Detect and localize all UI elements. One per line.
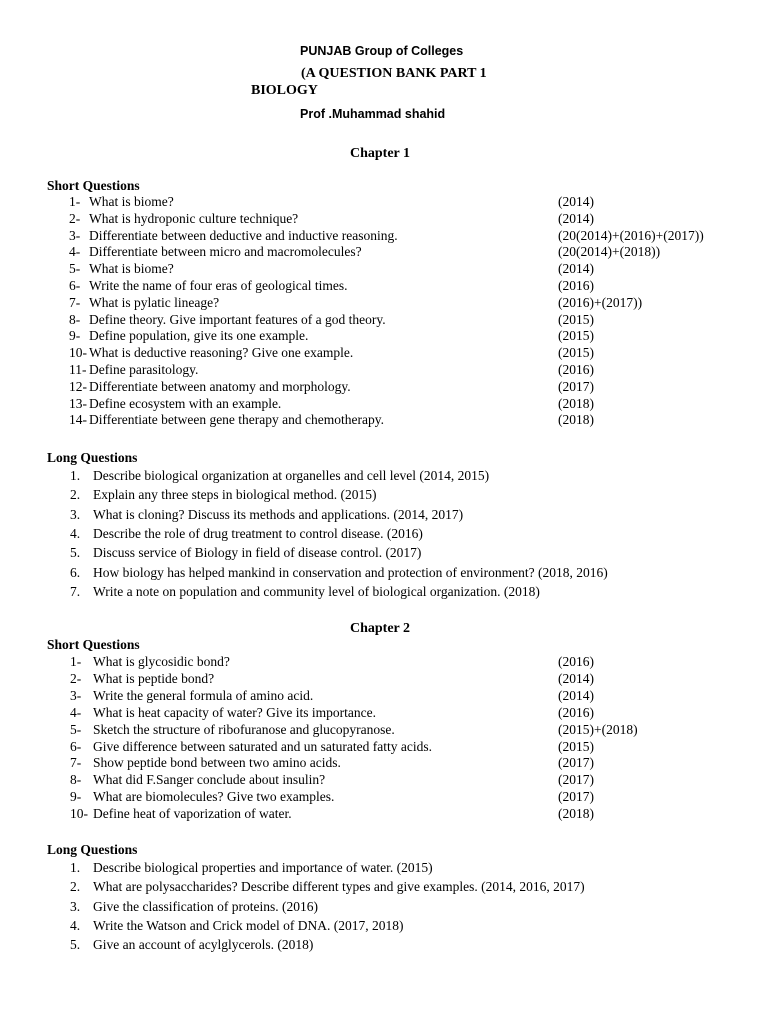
- question-number: 9-: [69, 328, 81, 344]
- question-year: (2014): [558, 210, 594, 226]
- question-number: 4-: [70, 704, 82, 720]
- question-number: 3-: [70, 687, 82, 703]
- chapter-2-long-heading: Long Questions: [47, 842, 138, 857]
- question-year: (2017): [558, 772, 594, 788]
- question-year: (2015): [558, 311, 594, 327]
- question-number: 12-: [69, 378, 87, 394]
- question-number: 5-: [70, 721, 82, 737]
- chapter-1-long-heading: Long Questions: [47, 450, 138, 465]
- short-question-row: [0, 362, 768, 379]
- long-question-row: [0, 899, 768, 916]
- question-text: What is biome?: [89, 261, 174, 277]
- question-number: 1-: [69, 194, 81, 209]
- question-text: What are biomolecules? Give two examples.: [93, 789, 335, 805]
- question-number: 3.: [70, 898, 81, 914]
- question-year: (2015): [558, 738, 594, 754]
- question-year: (20(2014)+(2018)): [558, 244, 661, 260]
- short-question-row: [0, 755, 768, 772]
- chapter-1-title: Chapter 1: [350, 146, 411, 161]
- question-number: 7-: [70, 755, 82, 771]
- question-number: 13-: [69, 395, 87, 411]
- question-number: 10-: [70, 806, 88, 822]
- question-text: Describe biological properties and importance of water. (2015): [93, 860, 433, 875]
- question-text: Sketch the structure of ribofuranose and glucopyranose.: [93, 721, 395, 737]
- question-text: Write the name of four eras of geological times.: [89, 278, 348, 293]
- question-number: 4.: [70, 525, 81, 541]
- question-text: What is peptide bond?: [93, 670, 215, 686]
- question-text: What is pylatic lineage?: [89, 294, 220, 310]
- short-question-row: [0, 379, 768, 396]
- author-name: Prof .Muhammad shahid: [300, 107, 446, 121]
- question-year: (2015)+(2018): [558, 721, 638, 737]
- short-question-row: [0, 722, 768, 739]
- question-text: Explain any three steps in biological method. (2015): [93, 487, 377, 503]
- short-question-row: [0, 244, 768, 261]
- chapter-2-short-heading: Short Questions: [47, 637, 140, 652]
- question-text: What is heat capacity of water? Give its importance.: [93, 704, 377, 720]
- question-text: Write a note on population and community level of biological organization. (2018): [93, 583, 540, 599]
- question-text: Give the classification of proteins. (2016): [93, 898, 318, 914]
- short-question-row: [0, 312, 768, 329]
- question-year: (2016): [558, 654, 594, 669]
- question-year: (2015): [558, 345, 594, 361]
- question-number: 4-: [69, 244, 81, 260]
- question-number: 8-: [69, 311, 81, 327]
- question-text: Define population, give its one example.: [89, 328, 309, 344]
- question-number: 7.: [70, 583, 81, 599]
- short-question-row: [0, 806, 768, 823]
- question-number: 9-: [70, 789, 82, 805]
- long-question-row: [0, 487, 768, 504]
- question-text: Give difference between saturated and un saturated fatty acids.: [93, 738, 432, 754]
- short-question-row: [0, 211, 768, 228]
- question-number: 10-: [69, 345, 87, 361]
- question-text: Differentiate between gene therapy and chemotherapy.: [89, 412, 384, 428]
- question-text: Define parasitology.: [89, 362, 199, 377]
- question-number: 6.: [70, 564, 81, 580]
- short-question-row: [0, 396, 768, 413]
- question-text: Discuss service of Biology in field of disease control. (2017): [93, 545, 422, 561]
- question-year: (2017): [558, 789, 594, 805]
- short-question-row: [0, 789, 768, 806]
- long-question-row: [0, 468, 768, 485]
- question-year: (2017): [558, 755, 594, 771]
- short-question-row: [0, 772, 768, 789]
- question-year: (2016): [558, 704, 594, 720]
- question-number: 2.: [70, 879, 81, 895]
- question-text: What is glycosidic bond?: [93, 654, 230, 669]
- short-question-row: [0, 228, 768, 245]
- question-text: Differentiate between deductive and inductive reasoning.: [89, 227, 398, 243]
- question-number: 5.: [70, 545, 81, 561]
- long-question-row: [0, 565, 768, 582]
- long-question-row: [0, 545, 768, 562]
- question-year: (2018): [558, 395, 594, 411]
- question-number: 2.: [70, 487, 81, 503]
- question-text: Differentiate between anatomy and morphology.: [89, 378, 351, 394]
- question-number: 5-: [69, 261, 81, 277]
- question-year: (2014): [558, 261, 594, 277]
- question-number: 11-: [69, 362, 87, 377]
- question-text: Define heat of vaporization of water.: [93, 806, 292, 822]
- question-number: 1.: [70, 468, 81, 483]
- question-text: Define theory. Give important features of a god theory.: [89, 311, 386, 327]
- question-number: 2-: [69, 210, 81, 226]
- college-name: PUNJAB Group of Colleges: [300, 44, 464, 58]
- question-number: 6-: [69, 278, 81, 293]
- question-number: 1.: [70, 860, 81, 875]
- question-number: 7-: [69, 294, 81, 310]
- question-text: What is cloning? Discuss its methods and applications. (2014, 2017): [93, 506, 464, 522]
- question-year: (2015): [558, 328, 594, 344]
- question-text: What is hydroponic culture technique?: [89, 210, 299, 226]
- question-number: 5.: [70, 937, 81, 953]
- question-number: 8-: [70, 772, 82, 788]
- chapter-1-short-heading: Short Questions: [47, 178, 140, 193]
- long-question-row: [0, 879, 768, 896]
- question-year: (2018): [558, 806, 594, 822]
- question-year: (2014): [558, 194, 594, 209]
- short-question-row: [0, 654, 768, 671]
- question-year: (2018): [558, 412, 594, 428]
- question-text: What is biome?: [89, 194, 174, 209]
- question-year: (2017): [558, 378, 594, 394]
- question-text: How biology has helped mankind in conservation and protection of environment? (2018, 2016): [93, 564, 608, 580]
- question-text: What did F.Sanger conclude about insulin?: [93, 772, 326, 788]
- short-question-row: [0, 739, 768, 756]
- question-text: Write the general formula of amino acid.: [93, 687, 314, 703]
- question-text: Describe the role of drug treatment to control disease. (2016): [93, 525, 423, 541]
- question-text: Describe biological organization at organelles and cell level (2014, 2015): [93, 468, 490, 483]
- short-question-row: [0, 278, 768, 295]
- long-question-row: [0, 860, 768, 877]
- question-number: 14-: [69, 412, 87, 428]
- question-text: Write the Watson and Crick model of DNA. (2017, 2018): [93, 917, 404, 933]
- chapter-2-title: Chapter 2: [350, 621, 411, 636]
- question-text: Give an account of acylglycerols. (2018): [93, 937, 314, 953]
- subject-title: BIOLOGY: [251, 83, 318, 98]
- short-question-row: [0, 194, 768, 211]
- question-number: 6-: [70, 738, 82, 754]
- short-question-row: [0, 412, 768, 429]
- short-question-row: [0, 345, 768, 362]
- long-question-row: [0, 507, 768, 524]
- long-question-row: [0, 937, 768, 954]
- short-question-row: [0, 328, 768, 345]
- question-number: 1-: [70, 654, 82, 669]
- short-question-row: [0, 705, 768, 722]
- question-text: Differentiate between micro and macromolecules?: [89, 244, 362, 260]
- question-bank-title: (A QUESTION BANK PART 1: [301, 66, 487, 81]
- question-text: Define ecosystem with an example.: [89, 395, 282, 411]
- question-text: What is deductive reasoning? Give one example.: [89, 345, 354, 361]
- question-year: (2016): [558, 362, 594, 377]
- question-year: (2016): [558, 278, 594, 293]
- short-question-row: [0, 261, 768, 278]
- question-number: 2-: [70, 670, 82, 686]
- question-year: (2016)+(2017)): [558, 294, 643, 310]
- question-number: 4.: [70, 917, 81, 933]
- short-question-row: [0, 671, 768, 688]
- question-number: 3-: [69, 227, 81, 243]
- short-question-row: [0, 688, 768, 705]
- question-year: (20(2014)+(2016)+(2017)): [558, 227, 704, 243]
- question-number: 3.: [70, 506, 81, 522]
- question-text: Show peptide bond between two amino acids.: [93, 755, 341, 771]
- question-year: (2014): [558, 670, 594, 686]
- question-year: (2014): [558, 687, 594, 703]
- long-question-row: [0, 526, 768, 543]
- short-question-row: [0, 295, 768, 312]
- long-question-row: [0, 584, 768, 601]
- question-text: What are polysaccharides? Describe different types and give examples. (2014, 2016, 2017): [93, 879, 585, 895]
- long-question-row: [0, 918, 768, 935]
